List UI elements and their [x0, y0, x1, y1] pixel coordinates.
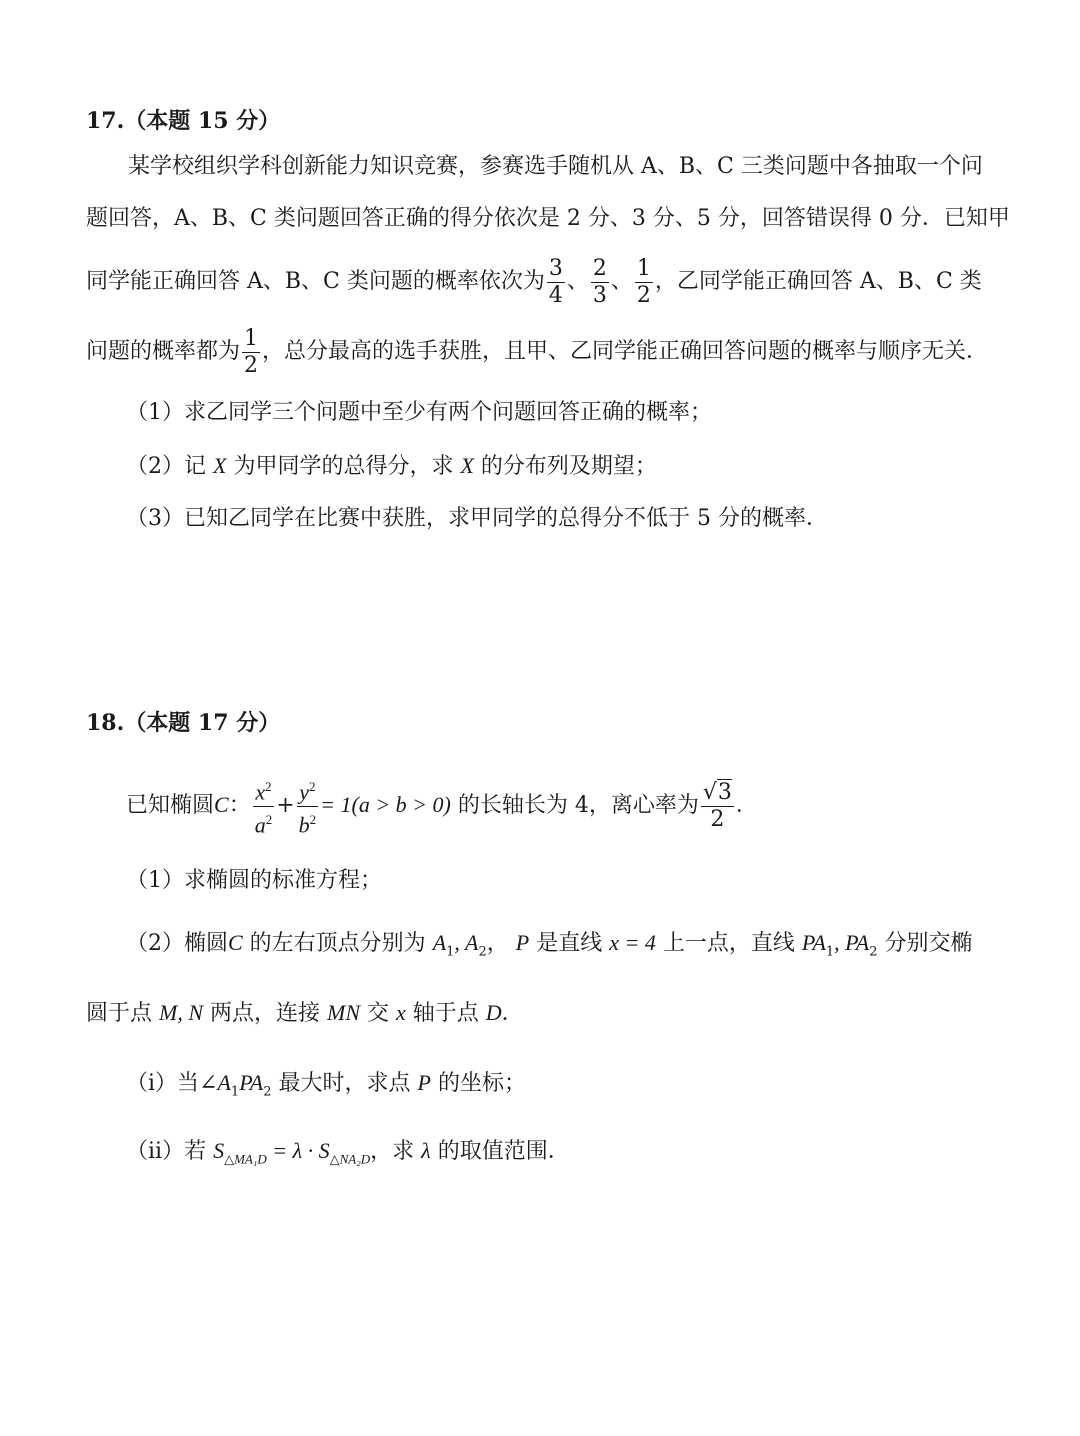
text: （2）椭圆: [126, 931, 228, 956]
text: 是直线: [529, 931, 610, 956]
var: a: [254, 811, 266, 837]
var: b: [298, 811, 310, 837]
fraction-denominator: 2: [244, 352, 259, 378]
text: 交: [360, 1001, 396, 1026]
fraction-sqrt3-2: [701, 780, 734, 833]
text: 的取值范围．: [430, 1139, 570, 1164]
variable-c: C: [214, 792, 229, 817]
var: S: [213, 1138, 225, 1163]
var: PA: [801, 930, 826, 955]
q17-line3-tail: ，乙同学能正确回答 A、B、C 类: [654, 269, 982, 294]
q17-subquestion-2: [126, 451, 657, 482]
text: 最大时，求点: [271, 1071, 418, 1096]
fraction-numerator: [253, 774, 275, 806]
text: ，求: [370, 1139, 422, 1164]
text: 上一点，直线: [655, 931, 802, 956]
text: ，: [486, 931, 516, 956]
text: （ⅱ）若: [126, 1139, 214, 1164]
q17-paragraph-line-1: 某学校组织学科创新能力知识竞赛，参赛选手随机从 A、B、C 三类问题中各抽取一个问: [128, 154, 983, 179]
q18-ellipse-statement: [126, 772, 758, 839]
var: A: [432, 930, 447, 955]
fraction-1-2: [635, 256, 653, 309]
q18-subquestion-2-ii: [126, 1136, 570, 1174]
sub: 1: [825, 944, 835, 960]
text: ．: [735, 793, 758, 818]
q18-subquestion-2-i: [126, 1068, 526, 1107]
comma: ,: [454, 930, 466, 955]
line-equation: x = 4: [609, 930, 656, 955]
text: 为甲同学的总得分，求: [226, 454, 461, 479]
q18-subquestion-2-line-2: [86, 998, 524, 1029]
text: 的分布列及期望；: [473, 454, 657, 479]
text: （2）记: [126, 454, 213, 479]
variable-d: D: [485, 1000, 502, 1025]
ellipse-condition: = 1(a > b > 0): [320, 792, 451, 817]
fraction-denominator: [297, 807, 319, 838]
exp: 2: [265, 779, 272, 795]
points-mn: M, N: [159, 1000, 203, 1025]
exp: 2: [309, 811, 317, 827]
q17-paragraph-line-2: 题回答，A、B、C 类问题回答正确的得分依次是 2 分、3 分、5 分，回答错误得 0 分．已知甲: [86, 206, 1010, 231]
var: x: [255, 779, 266, 805]
text: 两点，连接: [203, 1001, 327, 1026]
fraction-numerator: 1: [244, 325, 259, 351]
q17-subquestion-3: （3）已知乙同学在比赛中获胜，求甲同学的总得分不低于 5 分的概率．: [126, 506, 828, 531]
q17-subquestion-1: （1）求乙同学三个问题中至少有两个问题回答正确的概率；: [126, 400, 712, 425]
var: A: [465, 930, 479, 955]
q17-paragraph-line-3: [86, 252, 982, 312]
sub: 2: [263, 1084, 272, 1100]
q17-line4-text: 问题的概率都为: [86, 339, 241, 364]
text: 圆于点: [86, 1001, 159, 1026]
sub: 2: [478, 944, 487, 960]
plus: +: [276, 793, 295, 818]
sub: △MA₁D: [224, 1151, 267, 1167]
q17-line4-tail: ，总分最高的选手获胜，且甲、乙同学能正确回答问题的概率与顺序无关．: [262, 339, 989, 364]
equation: = λ ·: [266, 1138, 319, 1163]
q18-subquestion-1: （1）求椭圆的标准方程；: [126, 868, 382, 893]
sub: △NA₂D: [329, 1151, 371, 1167]
fraction-3-4: [547, 256, 565, 309]
exp: 2: [309, 779, 316, 795]
text: ：: [228, 793, 251, 818]
fraction-numerator: 2: [592, 255, 607, 281]
variable-p: P: [515, 930, 530, 955]
var: y: [299, 779, 310, 805]
fraction-numerator: 1: [636, 255, 651, 281]
text: 轴于点: [405, 1001, 486, 1026]
variable-x: X: [460, 453, 474, 478]
fraction-denominator: 2: [636, 282, 651, 308]
fraction-1-2: [242, 326, 260, 379]
sub: 2: [869, 944, 878, 960]
fraction-denominator: [253, 807, 275, 838]
text: 分别交椭: [877, 931, 973, 956]
q17-paragraph-line-4: [86, 322, 988, 382]
variable-x: X: [213, 453, 227, 478]
separator: 、: [610, 269, 633, 294]
radicand: 3: [717, 779, 732, 805]
var: PA: [239, 1070, 264, 1095]
fraction-2-3: [591, 256, 609, 309]
variable-lambda: λ: [421, 1138, 431, 1163]
fraction-numerator: 3: [548, 255, 563, 281]
sub: 1: [446, 944, 455, 960]
variable-p: P: [417, 1070, 431, 1095]
fraction-x2-a2: [253, 774, 275, 838]
text: （ⅰ）当: [126, 1071, 200, 1096]
fraction-numerator: [297, 774, 319, 806]
q17-line3-text: 同学能正确回答 A、B、C 类问题的概率依次为: [86, 269, 545, 294]
variable-x: x: [396, 1000, 406, 1025]
var: S: [318, 1138, 330, 1163]
fraction-numerator: √3: [702, 779, 732, 805]
fraction-denominator: 4: [548, 282, 563, 308]
segment-mn: MN: [327, 1000, 360, 1025]
text: 的坐标；: [430, 1071, 526, 1096]
fraction-y2-b2: [297, 774, 319, 838]
angle: ∠A: [199, 1070, 231, 1095]
var: PA: [845, 930, 870, 955]
q18-header: 18.（本题 17 分）: [86, 710, 281, 736]
text: 的左右顶点分别为: [242, 931, 433, 956]
q17-header: 17.（本题 15 分）: [86, 108, 281, 134]
separator: 、: [566, 269, 589, 294]
text: 的长轴长为 4，离心率为: [450, 793, 699, 818]
sub: 1: [230, 1084, 240, 1100]
text: ．: [501, 1001, 524, 1026]
q18-subquestion-2-line-1: [126, 928, 973, 967]
fraction-denominator: 2: [710, 806, 725, 832]
exp: 2: [265, 811, 273, 827]
comma: ,: [834, 930, 846, 955]
fraction-denominator: 3: [592, 282, 607, 308]
text: 已知椭圆: [126, 793, 215, 818]
variable-c: C: [228, 930, 243, 955]
